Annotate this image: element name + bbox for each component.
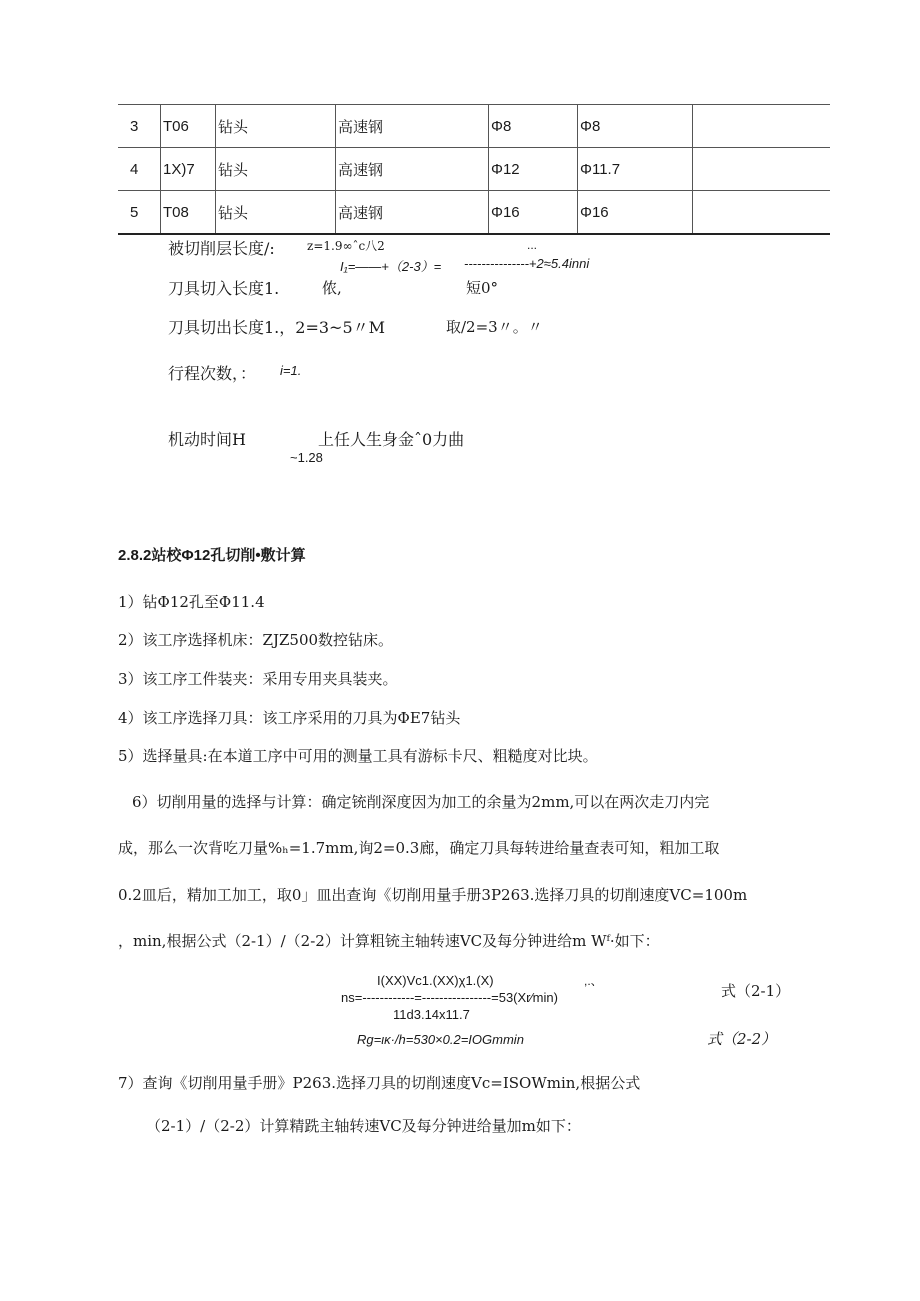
table-cell-no: 3 [118, 105, 161, 148]
para6-line: 6）切削用量的选择与计算：确定铳削深度因为加工的余量为2mm,可以在两次走刀内完 [132, 793, 710, 811]
para6-line: 成，那么一次背吃刀量%ₕ=1.7mm,询2=0.3廊，确定刀具每转进给量查表可知，粗加工取 [118, 839, 720, 857]
exit-length-right: 取/2=3〃。〃 [446, 318, 543, 336]
table-cell-code: T08 [161, 191, 216, 235]
formula2-text: Rg=ικ·/h=530×0.2=IOGmmin [357, 1032, 524, 1047]
passes-label: 行程次数，： [168, 364, 257, 383]
list-item: 5）选择量具:在本道工序中可用的测量工具有游标卡尺、粗糙度对比块。 [118, 747, 598, 765]
table-cell-material: 高速钢 [336, 105, 489, 148]
list-item: 3）该工序工件装夹：采用专用夹具装夹。 [118, 670, 398, 688]
table-cell-code: T06 [161, 105, 216, 148]
cut-length-formula: z=1.9∞ˆc八2 [307, 239, 385, 253]
l1-formula-right: ---------------+2≈5.4inni [464, 256, 590, 271]
table-cell-tool: 钻头 [216, 191, 336, 235]
tool-table [118, 104, 830, 235]
table-cell-extra [693, 148, 831, 191]
table-row [118, 191, 830, 235]
list-item: 2）该工序选择机床：ZJZ500数控钻床。 [118, 631, 394, 649]
exit-length-label: 刀具切出长度1.，2=3~5〃M [168, 318, 386, 337]
para7-line: 7）查询《切削用量手册》P263.选择刀具的切削速度Vc=ISOWmin,根据公式 [118, 1074, 641, 1092]
formula1-marks: ,.、 [584, 974, 603, 988]
formula2-label: 式（2-2） [707, 1030, 777, 1048]
l1-formula-left: I₁=——+（2-3）= [340, 259, 442, 274]
formula-dots: ... [527, 238, 538, 252]
para7-line: （2-1）/（2-2）计算精跣主轴转速VC及每分钟进给量加m如下： [146, 1117, 581, 1135]
table-cell-extra [693, 105, 831, 148]
table-cell-d1: Φ8 [489, 105, 578, 148]
formula1-label: 式（2-1） [721, 982, 791, 1000]
table-cell-no: 4 [118, 148, 161, 191]
machine-time-formula: 上任人生身金ˆ0力曲 [318, 430, 465, 449]
table-cell-extra [693, 191, 831, 235]
entry-length-mid: 侬, [322, 279, 342, 297]
list-item: 4）该工序选择刀具：该工序采用的刀具为ΦE7钻头 [118, 709, 461, 727]
para6-line: ，min,根据公式（2-1）/（2-2）计算粗铳主轴转速VC及每分钟进给m Wᶠ·如下： [118, 932, 660, 950]
table-cell-no: 5 [118, 191, 161, 235]
entry-length-label: 刀具切入长度1. [168, 279, 280, 298]
para6-line: 0.2皿后，精加工加工，取0」皿出查询《切削用量手册3P263.选择刀具的切削速度VC=100m [118, 886, 748, 904]
table-row [118, 148, 830, 191]
table-row [118, 105, 830, 148]
table-cell-d2: Φ11.7 [578, 148, 693, 191]
table-cell-code: 1X)7 [161, 148, 216, 191]
list-item: 1）钻Φ12孔至Φ11.4 [118, 593, 265, 611]
entry-length-right: 短0° [466, 279, 499, 297]
section-heading: 2.8.2站校Φ12孔切削•敷计算 [118, 547, 306, 564]
cut-length-label: 被切削层长度/: [168, 239, 275, 258]
table-cell-d2: Φ16 [578, 191, 693, 235]
table-cell-tool: 钻头 [216, 105, 336, 148]
table-cell-d1: Φ16 [489, 191, 578, 235]
table-cell-material: 高速钢 [336, 148, 489, 191]
table-cell-tool: 钻头 [216, 148, 336, 191]
table-cell-d2: Φ8 [578, 105, 693, 148]
formula1-middle: ns=------------=----------------=53(Xr∕min) [341, 990, 558, 1005]
table-cell-d1: Φ12 [489, 148, 578, 191]
machine-time-value: ~1.28 [290, 450, 323, 465]
machine-time-label: 机动时间H [168, 430, 246, 449]
formula1-numerator: I(XX)Vc1.(XX)χ1.(X) [377, 973, 494, 988]
passes-value: i=1. [280, 363, 302, 378]
table-cell-material: 高速钢 [336, 191, 489, 235]
formula1-denominator: 11d3.14x11.7 [393, 1007, 470, 1022]
